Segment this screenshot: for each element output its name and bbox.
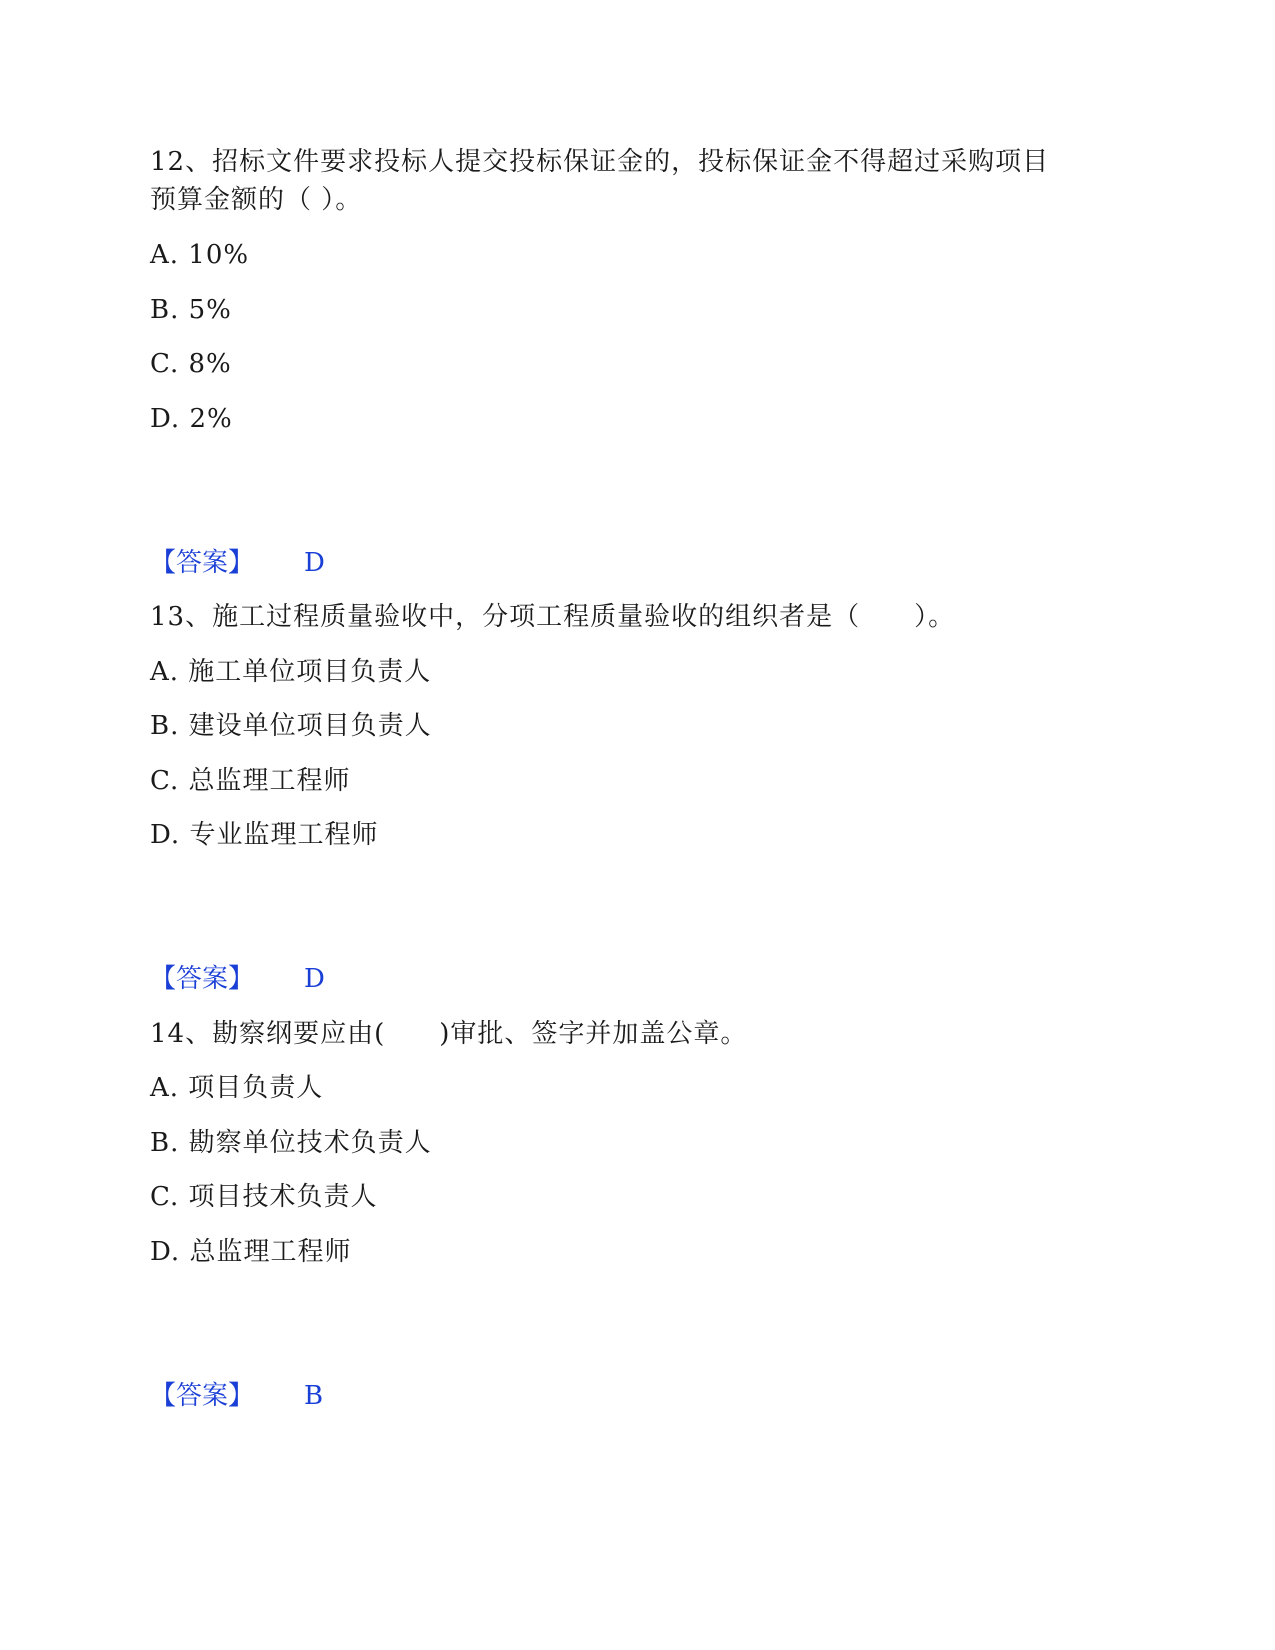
option-c: C. 8% bbox=[150, 349, 232, 379]
option-a: A. 10% bbox=[150, 240, 250, 270]
option-b: B. 勘察单位技术负责人 bbox=[150, 1128, 432, 1158]
answer-row bbox=[150, 962, 325, 996]
option-b: B. 5% bbox=[150, 295, 232, 325]
option-a: A. 项目负责人 bbox=[150, 1073, 324, 1103]
option-c: C. 项目技术负责人 bbox=[150, 1182, 378, 1212]
answer-label: 【答案】 bbox=[150, 1381, 255, 1411]
answer-row bbox=[150, 546, 325, 580]
answer-value: B bbox=[304, 1381, 324, 1411]
option-d: D. 2% bbox=[150, 404, 233, 434]
answer-value: D bbox=[304, 548, 325, 578]
question-stem: 13、施工过程质量验收中，分项工程质量验收的组织者是（ ）。 bbox=[150, 602, 956, 632]
option-c: C. 总监理工程师 bbox=[150, 766, 351, 796]
answer-row bbox=[150, 1379, 323, 1413]
option-a: A. 施工单位项目负责人 bbox=[150, 657, 432, 687]
option-d: D. 专业监理工程师 bbox=[150, 820, 379, 850]
option-d: D. 总监理工程师 bbox=[150, 1237, 352, 1267]
question-stem: 14、勘察纲要应由( )审批、签字并加盖公章。 bbox=[150, 1019, 748, 1049]
question-stem: 12、招标文件要求投标人提交投标保证金的，投标保证金不得超过采购项目 bbox=[150, 147, 1050, 177]
answer-value: D bbox=[304, 964, 325, 994]
answer-label: 【答案】 bbox=[150, 964, 255, 994]
answer-label: 【答案】 bbox=[150, 548, 255, 578]
option-b: B. 建设单位项目负责人 bbox=[150, 711, 432, 741]
question-stem-continuation: 预算金额的（ ）。 bbox=[150, 185, 363, 215]
